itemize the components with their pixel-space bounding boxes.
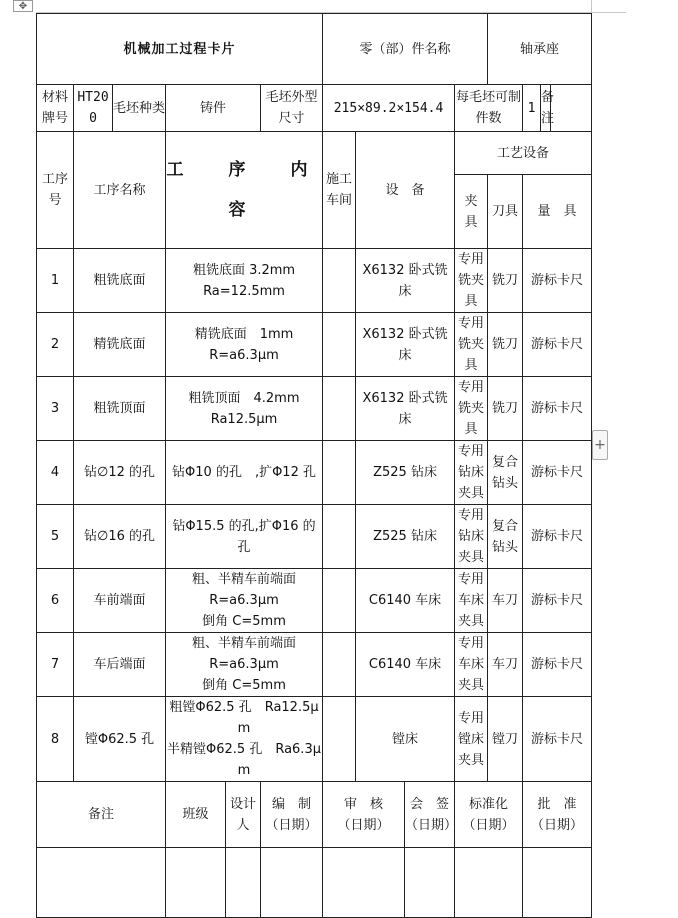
footer-standardize-blank[interactable] <box>455 848 523 918</box>
pieces-value[interactable]: 1 <box>523 85 541 132</box>
operation-equipment[interactable]: X6132 卧式铣床 <box>356 249 455 313</box>
operation-cutter[interactable]: 铣刀 <box>488 377 523 441</box>
operation-name[interactable]: 镗Φ62.5 孔 <box>74 697 166 782</box>
blank-size-value[interactable]: 215×89.2×154.4 <box>323 85 455 132</box>
operation-cutter[interactable]: 复合钻头 <box>488 441 523 505</box>
footer-standardize <box>455 782 523 848</box>
footer-remark: 备注 <box>37 782 166 848</box>
operations-body <box>37 249 592 782</box>
operation-workshop[interactable] <box>323 377 356 441</box>
operation-content[interactable] <box>166 313 323 377</box>
operation-equipment[interactable]: X6132 卧式铣床 <box>356 313 455 377</box>
part-name-label: 零（部）件名称 <box>323 14 488 85</box>
footer-review <box>323 782 405 848</box>
part-name[interactable]: 轴承座 <box>488 14 592 85</box>
operation-workshop[interactable] <box>323 569 356 633</box>
operation-row <box>37 441 592 505</box>
material-value[interactable]: HT200 <box>74 85 113 132</box>
footer-designer: 设计人 <box>226 782 261 848</box>
footer-review-label: 审 核 <box>344 796 384 812</box>
operation-content-line: R=a6.3μm <box>209 593 279 608</box>
footer-compile <box>261 782 323 848</box>
operation-content[interactable] <box>166 697 323 782</box>
operation-gauge[interactable]: 游标卡尺 <box>523 249 592 313</box>
operation-seq[interactable]: 1 <box>37 249 74 313</box>
col-equipment: 设 备 <box>356 132 455 249</box>
operation-gauge[interactable]: 游标卡尺 <box>523 633 592 697</box>
footer-compile-blank[interactable] <box>261 848 323 918</box>
col-workshop: 施工车间 <box>323 132 356 249</box>
operation-row <box>37 377 592 441</box>
operation-equipment[interactable]: Z525 钻床 <box>356 505 455 569</box>
operation-workshop[interactable] <box>323 505 356 569</box>
operation-fixture[interactable]: 专用车床夹具 <box>455 569 488 633</box>
move-icon[interactable]: ✥ <box>13 0 33 12</box>
operation-cutter[interactable]: 复合钻头 <box>488 505 523 569</box>
operation-name[interactable]: 钻∅16 的孔 <box>74 505 166 569</box>
operation-equipment[interactable]: Z525 钻床 <box>356 441 455 505</box>
operation-content[interactable] <box>166 249 323 313</box>
footer-countersign-blank[interactable] <box>405 848 455 918</box>
operation-content-line: 钻Φ10 的孔 ,扩Φ12 孔 <box>172 465 316 480</box>
operation-content[interactable] <box>166 633 323 697</box>
col-content <box>166 132 323 249</box>
operation-fixture[interactable]: 专用铣夹具 <box>455 313 488 377</box>
operation-content-line: 粗、半精车前端面 <box>192 572 297 587</box>
blank-type-label: 毛坯种类 <box>113 85 166 132</box>
operation-row <box>37 313 592 377</box>
operation-workshop[interactable] <box>323 313 356 377</box>
operation-name[interactable]: 粗铣顶面 <box>74 377 166 441</box>
operation-fixture[interactable]: 专用铣夹具 <box>455 377 488 441</box>
page-margin-right-line <box>591 0 592 12</box>
operation-seq[interactable]: 4 <box>37 441 74 505</box>
footer-class-blank[interactable] <box>166 848 226 918</box>
pieces-label: 每毛坯可制件数 <box>455 85 523 132</box>
operation-name[interactable]: 车后端面 <box>74 633 166 697</box>
operation-content-line: 粗铣顶面 4.2mm <box>188 390 300 406</box>
operation-content-line: 精铣底面 1mm <box>194 326 294 342</box>
operation-cutter[interactable]: 车刀 <box>488 569 523 633</box>
col-seq: 工序号 <box>37 132 74 249</box>
operation-cutter[interactable]: 车刀 <box>488 633 523 697</box>
footer-compile-date: （日期） <box>265 817 318 833</box>
footer-class: 班级 <box>166 782 226 848</box>
operation-row <box>37 633 592 697</box>
footer-countersign <box>405 782 458 848</box>
operation-row <box>37 697 592 782</box>
add-row-icon[interactable]: + <box>592 430 608 460</box>
operation-gauge[interactable]: 游标卡尺 <box>523 697 592 782</box>
operation-seq[interactable]: 2 <box>37 313 74 377</box>
operation-row <box>37 569 592 633</box>
operation-fixture[interactable]: 专用铣夹具 <box>455 249 488 313</box>
operation-name[interactable]: 钻∅12 的孔 <box>74 441 166 505</box>
operation-gauge[interactable]: 游标卡尺 <box>523 441 592 505</box>
footer-approve-label: 批 准 <box>537 796 577 812</box>
operation-workshop[interactable] <box>323 633 356 697</box>
operation-equipment[interactable]: 镗床 <box>356 697 455 782</box>
footer-approve-blank[interactable] <box>523 848 592 918</box>
col-gauge: 量 具 <box>523 175 592 249</box>
footer-remark-blank[interactable] <box>37 848 166 918</box>
operation-fixture[interactable]: 专用钻床夹具 <box>455 441 488 505</box>
operation-name[interactable]: 精铣底面 <box>74 313 166 377</box>
operation-gauge[interactable]: 游标卡尺 <box>523 313 592 377</box>
operation-content-line: 倒角 C=5mm <box>202 614 286 629</box>
operation-equipment[interactable]: C6140 车床 <box>356 633 455 697</box>
operation-cutter[interactable]: 镗刀 <box>488 697 523 782</box>
operation-seq[interactable]: 7 <box>37 633 74 697</box>
operation-content-line: 钻Φ15.5 的孔,扩Φ16 的孔 <box>172 518 316 555</box>
remark-label: 备注 <box>541 85 551 132</box>
operation-content-line: 粗铣底面 3.2mm <box>192 262 296 278</box>
footer-compile-label: 编 制 <box>272 796 312 812</box>
footer-standardize-label: 标准化 <box>469 796 509 812</box>
operation-workshop[interactable] <box>323 441 356 505</box>
operation-content-line: Ra12.5μm <box>210 411 278 427</box>
footer-countersign-date: （日期） <box>405 817 458 833</box>
operation-seq[interactable]: 5 <box>37 505 74 569</box>
col-fixture: 夹 具 <box>455 175 488 249</box>
operation-seq[interactable]: 8 <box>37 697 74 782</box>
footer-review-date: （日期） <box>337 817 390 833</box>
operation-content-line: 倒角 C=5mm <box>202 678 286 693</box>
operation-name[interactable]: 车前端面 <box>74 569 166 633</box>
operation-seq[interactable]: 6 <box>37 569 74 633</box>
operation-content-line: Ra=12.5mm <box>203 283 285 299</box>
footer-countersign-label: 会 签 <box>410 796 450 812</box>
footer-approve-date: （日期） <box>531 817 584 833</box>
operation-content-line: 粗镗Φ62.5 孔 Ra12.5μm <box>169 700 319 736</box>
operation-content[interactable] <box>166 377 323 441</box>
operation-name[interactable]: 粗铣底面 <box>74 249 166 313</box>
operation-content[interactable] <box>166 441 323 505</box>
operation-gauge[interactable]: 游标卡尺 <box>523 569 592 633</box>
col-content-line1: 工 序 内 <box>166 160 322 180</box>
operation-content[interactable] <box>166 505 323 569</box>
operation-content-line: 粗、半精车前端面 <box>192 636 297 651</box>
card-title: 机械加工过程卡片 <box>37 14 323 85</box>
operation-content[interactable] <box>166 569 323 633</box>
blank-type-value[interactable]: 铸件 <box>166 85 261 132</box>
col-name: 工序名称 <box>74 132 166 249</box>
operation-fixture[interactable]: 专用镗床夹具 <box>455 697 488 782</box>
footer-designer-blank[interactable] <box>226 848 261 918</box>
operation-gauge[interactable]: 游标卡尺 <box>523 505 592 569</box>
operation-gauge[interactable]: 游标卡尺 <box>523 377 592 441</box>
operation-row <box>37 249 592 313</box>
operation-fixture[interactable]: 专用钻床夹具 <box>455 505 488 569</box>
operation-equipment[interactable]: C6140 车床 <box>356 569 455 633</box>
operation-equipment[interactable]: X6132 卧式铣床 <box>356 377 455 441</box>
remark-value[interactable] <box>551 85 592 132</box>
operation-fixture[interactable]: 专用车床夹具 <box>455 633 488 697</box>
footer-approve <box>523 782 592 848</box>
blank-size-label: 毛坯外型尺寸 <box>261 85 323 132</box>
operation-seq[interactable]: 3 <box>37 377 74 441</box>
operation-cutter[interactable]: 铣刀 <box>488 249 523 313</box>
footer-standardize-date: （日期） <box>462 817 515 833</box>
operation-content-line: 半精镗Φ62.5 孔 Ra6.3μm <box>167 742 321 778</box>
operation-cutter[interactable]: 铣刀 <box>488 313 523 377</box>
operation-row <box>37 505 592 569</box>
operation-content-line: R=a6.3μm <box>209 347 279 363</box>
process-card-table <box>36 13 592 918</box>
operation-content-line: R=a6.3μm <box>209 657 279 672</box>
material-label: 材料牌号 <box>37 85 74 132</box>
col-process-equipment: 工艺设备 <box>455 132 592 175</box>
col-content-line2: 容 <box>228 200 260 220</box>
col-cutter: 刀具 <box>488 175 523 249</box>
operation-workshop[interactable] <box>323 249 356 313</box>
footer-review-blank[interactable] <box>323 848 405 918</box>
operation-workshop[interactable] <box>323 697 356 782</box>
